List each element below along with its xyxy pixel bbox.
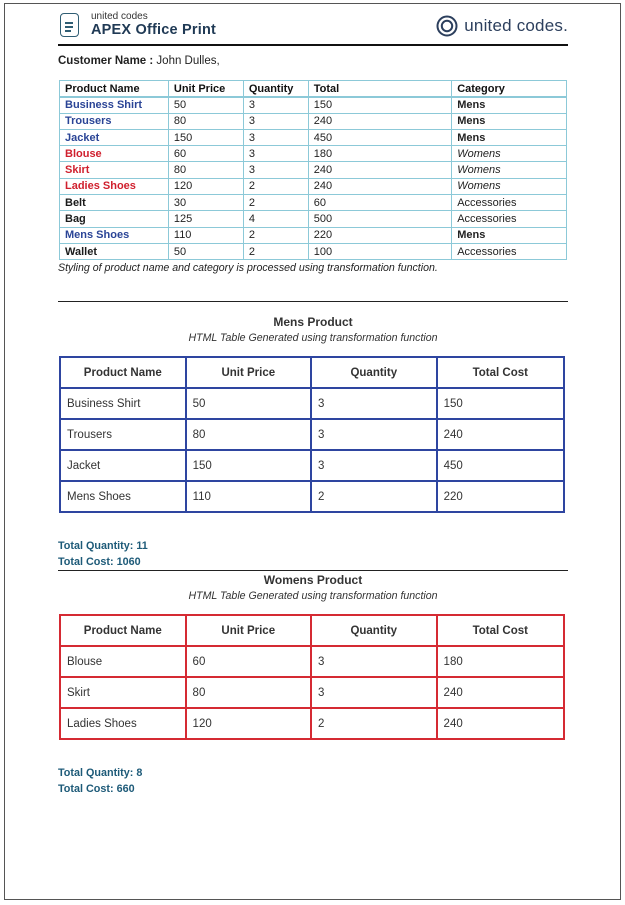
- quantity: 3: [243, 113, 308, 129]
- womens-product-table: [59, 614, 565, 740]
- womens-section-title: Womens Product: [263, 573, 363, 587]
- unit-price: 120: [168, 178, 243, 194]
- customer-name: John Dulles,: [156, 55, 220, 67]
- product-name: Blouse: [60, 146, 169, 162]
- total: 150: [308, 97, 451, 113]
- united-codes-logo: [436, 15, 568, 37]
- column-header: Unit Price: [186, 357, 311, 388]
- total-cost: 150: [437, 388, 564, 419]
- unit-price: 60: [186, 646, 311, 677]
- unit-price: 80: [168, 162, 243, 178]
- mens-table-header: [60, 357, 564, 388]
- womens-total-cost: Total Cost: 660: [58, 783, 135, 795]
- unit-price: 60: [168, 146, 243, 162]
- styling-note: Styling of product name and category is processed using transformation function.: [58, 262, 438, 274]
- mens-section-title: Mens Product: [273, 315, 353, 329]
- product-name: Jacket: [60, 129, 169, 145]
- table-row: [60, 178, 567, 194]
- logo-text: united codes.: [464, 16, 568, 35]
- column-header: Category: [452, 81, 567, 97]
- quantity: 3: [311, 419, 437, 450]
- table-row: [60, 129, 567, 145]
- document-page: [4, 3, 621, 900]
- product-name: Trousers: [60, 113, 169, 129]
- column-header: Total: [308, 81, 451, 97]
- total: 240: [308, 178, 451, 194]
- unit-price: 50: [168, 97, 243, 113]
- section-divider: [58, 570, 568, 571]
- unit-price: 30: [168, 195, 243, 211]
- product-name: Blouse: [60, 646, 186, 677]
- womens-section-subtitle: HTML Table Generated using transformation function: [188, 590, 438, 602]
- product-name: Bag: [60, 211, 169, 227]
- product-name: Business Shirt: [60, 97, 169, 113]
- product-name: Business Shirt: [60, 388, 186, 419]
- total: 220: [308, 227, 451, 243]
- document-header: [58, 4, 568, 46]
- unit-price: 50: [186, 388, 311, 419]
- quantity: 2: [243, 227, 308, 243]
- quantity: 2: [311, 708, 437, 739]
- category: Accessories: [452, 195, 567, 211]
- total: 450: [308, 129, 451, 145]
- product-name: Skirt: [60, 162, 169, 178]
- unit-price: 150: [186, 450, 311, 481]
- document-icon: [60, 13, 79, 37]
- brand-small: united codes: [91, 11, 148, 22]
- mens-total-quantity: Total Quantity: 11: [58, 540, 148, 552]
- category: Mens: [452, 113, 567, 129]
- unit-price: 125: [168, 211, 243, 227]
- customer-line: [58, 55, 220, 67]
- total: 100: [308, 243, 451, 259]
- quantity: 2: [311, 481, 437, 512]
- table-row: [60, 677, 564, 708]
- quantity: 3: [311, 677, 437, 708]
- unit-price: 150: [168, 129, 243, 145]
- customer-label: Customer Name :: [58, 55, 154, 67]
- quantity: 3: [311, 450, 437, 481]
- category: Womens: [452, 146, 567, 162]
- mens-totals: [58, 538, 148, 570]
- quantity: 3: [243, 146, 308, 162]
- product-name: Jacket: [60, 450, 186, 481]
- total-cost: 240: [437, 677, 564, 708]
- column-header: Total Cost: [437, 615, 564, 646]
- logo-rings-icon: [436, 15, 458, 37]
- table-row: [60, 450, 564, 481]
- product-name: Skirt: [60, 677, 186, 708]
- quantity: 2: [243, 178, 308, 194]
- total-cost: 180: [437, 646, 564, 677]
- table-row: [60, 97, 567, 113]
- quantity: 3: [243, 97, 308, 113]
- unit-price: 110: [168, 227, 243, 243]
- unit-price: 80: [186, 419, 311, 450]
- total: 500: [308, 211, 451, 227]
- products-table-header: [60, 81, 567, 97]
- column-header: Quantity: [311, 615, 437, 646]
- column-header: Product Name: [60, 357, 186, 388]
- table-row: [60, 243, 567, 259]
- product-name: Belt: [60, 195, 169, 211]
- table-row: [60, 211, 567, 227]
- table-row: [60, 227, 567, 243]
- column-header: Quantity: [243, 81, 308, 97]
- column-header: Unit Price: [186, 615, 311, 646]
- category: Mens: [452, 129, 567, 145]
- category: Womens: [452, 162, 567, 178]
- column-header: Total Cost: [437, 357, 564, 388]
- mens-product-table: [59, 356, 565, 513]
- table-row: [60, 708, 564, 739]
- table-row: [60, 388, 564, 419]
- unit-price: 80: [186, 677, 311, 708]
- category: Womens: [452, 178, 567, 194]
- unit-price: 50: [168, 243, 243, 259]
- table-row: [60, 646, 564, 677]
- mens-section-subtitle: HTML Table Generated using transformation function: [188, 332, 438, 344]
- product-name: Ladies Shoes: [60, 708, 186, 739]
- mens-total-cost: Total Cost: 1060: [58, 556, 141, 568]
- category: Mens: [452, 227, 567, 243]
- document-content: [58, 4, 568, 795]
- product-name: Mens Shoes: [60, 481, 186, 512]
- unit-price: 110: [186, 481, 311, 512]
- total-cost: 220: [437, 481, 564, 512]
- category: Accessories: [452, 211, 567, 227]
- total: 240: [308, 113, 451, 129]
- total-cost: 240: [437, 419, 564, 450]
- product-name: Mens Shoes: [60, 227, 169, 243]
- womens-table-header: [60, 615, 564, 646]
- product-name: Wallet: [60, 243, 169, 259]
- unit-price: 80: [168, 113, 243, 129]
- column-header: Product Name: [60, 81, 169, 97]
- total: 60: [308, 195, 451, 211]
- table-row: [60, 113, 567, 129]
- table-row: [60, 162, 567, 178]
- section-divider: [58, 301, 568, 302]
- column-header: Product Name: [60, 615, 186, 646]
- brand-title: APEX Office Print: [91, 22, 217, 38]
- table-row: [60, 146, 567, 162]
- quantity: 3: [311, 388, 437, 419]
- column-header: Unit Price: [168, 81, 243, 97]
- total: 240: [308, 162, 451, 178]
- column-header: Quantity: [311, 357, 437, 388]
- quantity: 3: [243, 129, 308, 145]
- quantity: 2: [243, 195, 308, 211]
- table-row: [60, 419, 564, 450]
- category: Mens: [452, 97, 567, 113]
- womens-total-quantity: Total Quantity: 8: [58, 767, 143, 779]
- product-name: Trousers: [60, 419, 186, 450]
- product-name: Ladies Shoes: [60, 178, 169, 194]
- quantity: 3: [311, 646, 437, 677]
- quantity: 4: [243, 211, 308, 227]
- products-table: [59, 80, 567, 260]
- total-cost: 450: [437, 450, 564, 481]
- womens-totals: [58, 765, 142, 797]
- category: Accessories: [452, 243, 567, 259]
- quantity: 3: [243, 162, 308, 178]
- quantity: 2: [243, 243, 308, 259]
- total-cost: 240: [437, 708, 564, 739]
- unit-price: 120: [186, 708, 311, 739]
- total: 180: [308, 146, 451, 162]
- table-row: [60, 195, 567, 211]
- table-row: [60, 481, 564, 512]
